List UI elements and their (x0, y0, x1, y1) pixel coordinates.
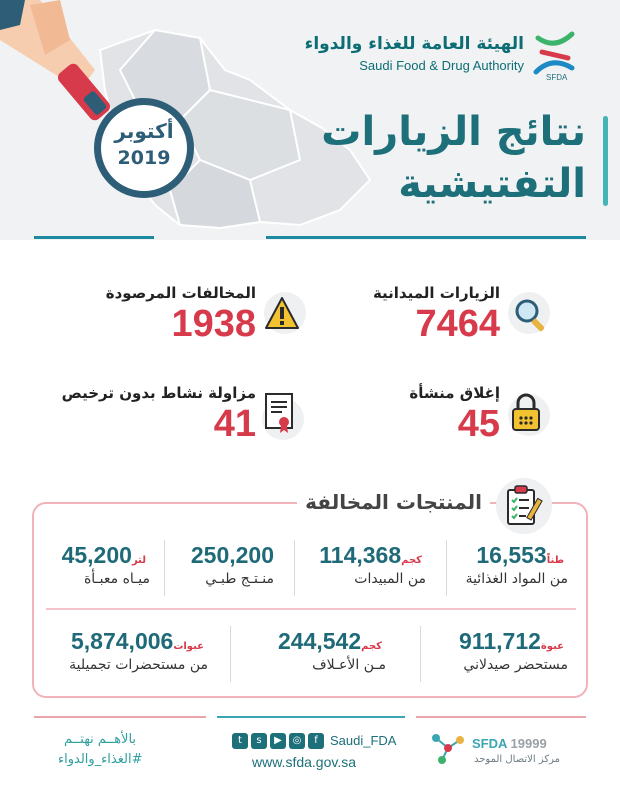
divider (420, 626, 421, 682)
slogan-line-1: بالأهــم نهتــم (64, 732, 137, 747)
product-unit: طناً (546, 555, 564, 566)
month-label: أكتوبر (114, 119, 174, 143)
magnifier-icon (512, 296, 552, 336)
sfda-label: SFDA (472, 736, 507, 751)
stat-label: مزاولة نشاط بدون ترخيص (61, 384, 256, 402)
stat-label: إغلاق منشأة (409, 384, 500, 402)
network-dots-icon (428, 730, 468, 766)
product-label: من المواد الغذائية (465, 571, 568, 587)
product-feed (278, 628, 386, 673)
product-value: 911,712 (459, 628, 541, 654)
instagram-icon[interactable]: ◎ (289, 733, 305, 749)
product-food (466, 542, 568, 587)
stat-value: 1938 (171, 303, 256, 345)
product-unit: كجم (401, 555, 422, 566)
title-line-1: نتائج الزيارات (321, 109, 586, 155)
sfda-hotline (472, 736, 547, 751)
clipboard-icon (504, 484, 544, 528)
twitter-icon[interactable]: t (232, 733, 248, 749)
footer-rule-right (416, 716, 586, 718)
logo-arabic-text: الهيئة العامة للغذاء والدواء (304, 34, 524, 54)
product-label: من مستحضرات تجميلية (69, 657, 208, 673)
product-medical (187, 542, 274, 587)
product-label: منـتـج طبـي (205, 571, 274, 587)
slogan-hashtag: #الغذاء_والدواء (58, 752, 143, 767)
product-cosmetics (69, 628, 208, 673)
product-unit: كجم (361, 641, 382, 652)
stat-value: 45 (457, 403, 500, 445)
sfda-logo-icon (532, 28, 578, 80)
website-link[interactable]: www.sfda.gov.sa (252, 754, 357, 770)
social-row (232, 730, 396, 750)
title-accent-bar (603, 116, 608, 206)
product-value: 250,200 (190, 542, 274, 568)
product-unit: عبوة (540, 641, 564, 652)
product-label: ميـاه معبـأة (83, 571, 150, 587)
title-line-2: التفتيشية (398, 161, 586, 207)
header-section (0, 0, 620, 240)
month-badge (94, 98, 194, 198)
product-value: 16,553 (476, 542, 547, 568)
divider (230, 626, 231, 682)
hotline-number: 19999 (510, 736, 547, 751)
year-label: 2019 (117, 147, 171, 169)
certificate-icon (264, 392, 296, 434)
stat-value: 7464 (415, 303, 500, 345)
divider (446, 540, 447, 596)
facebook-icon[interactable]: f (308, 733, 324, 749)
padlock-icon (510, 392, 542, 432)
social-handle[interactable]: Saudi_FDA (330, 733, 397, 748)
title-block (321, 106, 586, 210)
product-label: مستحضر صيدلاني (463, 657, 568, 673)
product-label: مـن الأعـلاف (312, 657, 386, 673)
product-value: 5,874,006 (71, 628, 174, 654)
header-rule-right (266, 236, 586, 239)
footer-rule-left (34, 716, 206, 718)
call-center-name: مركز الاتصال الموحد (474, 754, 560, 765)
logo-english-text: Saudi Food & Drug Authority (359, 58, 524, 73)
product-unit: عبوات (173, 641, 204, 652)
logo-mark-text: SFDA (546, 73, 568, 80)
header-rule-left (34, 236, 154, 239)
product-water (62, 542, 150, 587)
stat-violations (106, 284, 256, 346)
product-value: 114,368 (319, 542, 402, 568)
product-value: 244,542 (277, 628, 362, 654)
product-value: 45,200 (61, 542, 132, 568)
products-title: المنتجات المخالفة (297, 490, 490, 514)
products-row-divider (46, 608, 576, 610)
stat-label: المخالفات المرصودة (105, 284, 256, 302)
product-unit: لتر (131, 555, 146, 566)
stat-value: 41 (213, 403, 256, 445)
stat-unlicensed (62, 384, 256, 446)
product-pharma (459, 628, 568, 673)
divider (294, 540, 295, 596)
product-label: من المبيدات (354, 571, 426, 587)
warning-icon (264, 296, 300, 330)
footer-rule-mid (217, 716, 405, 718)
stat-field-visits (373, 284, 500, 346)
stat-label: الزيارات الميدانية (372, 284, 500, 302)
youtube-icon[interactable]: ▶ (270, 733, 286, 749)
divider (164, 540, 165, 596)
product-pesticides (319, 542, 426, 587)
snapchat-icon[interactable]: s (251, 733, 267, 749)
stat-closures (409, 384, 500, 446)
